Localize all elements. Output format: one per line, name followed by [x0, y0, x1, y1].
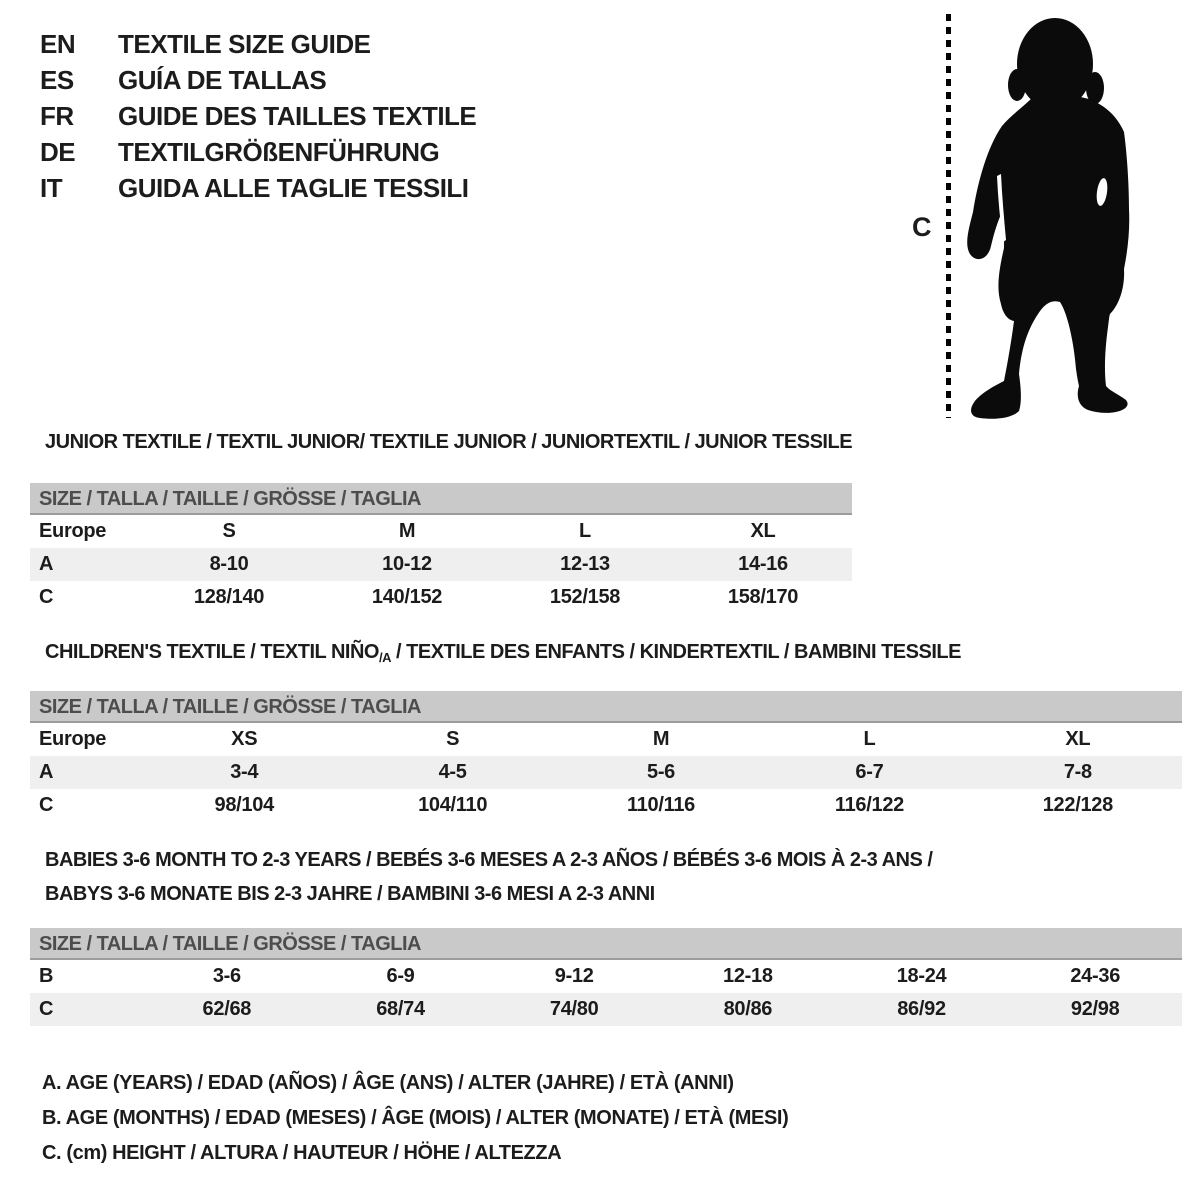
title-line: BABYS 3-6 MONATE BIS 2-3 JAHRE / BAMBINI 3-6 MESI A 2-3 ANNI [45, 883, 655, 905]
size-cell: 98/104 [214, 794, 274, 816]
row-label: C [39, 794, 54, 816]
size-cell: 3-6 [212, 965, 241, 987]
size-cell: XS [231, 728, 258, 750]
children-section-title [45, 640, 961, 670]
guide-title: GUIDE DES TAILLES TEXTILE [118, 101, 477, 131]
size-cell: 116/122 [834, 794, 904, 816]
guide-title: GUÍA DE TALLAS [118, 65, 327, 95]
language-code: FR [40, 101, 74, 131]
size-cell: 14-16 [738, 553, 788, 575]
size-cell: 18-24 [896, 965, 947, 987]
row-label: A [39, 553, 54, 575]
size-cell: 3-4 [230, 761, 259, 783]
language-code: EN [40, 29, 76, 59]
title-line: BABIES 3-6 MONTH TO 2-3 YEARS / BEBÉS 3-6 MESES A 2-3 AÑOS / BÉBÉS 3-6 MOIS À 2-3 ANS / [45, 849, 933, 871]
size-cell: 128/140 [193, 586, 265, 608]
junior-size-table [30, 483, 852, 614]
size-cell: 12-13 [560, 553, 610, 575]
row-label: B [39, 965, 54, 987]
size-cell: 4-5 [438, 761, 467, 783]
size-cell: 92/98 [1070, 998, 1120, 1020]
title-subscript: /A [378, 650, 391, 665]
toddler-silhouette-icon [958, 14, 1142, 420]
language-row [40, 26, 476, 62]
table-body [30, 960, 1182, 1026]
size-cell: M [398, 520, 416, 542]
size-cell: 104/110 [418, 794, 488, 816]
row-label: A [39, 761, 54, 783]
language-row [40, 170, 476, 206]
row-label: Europe [39, 520, 107, 542]
table-body [30, 723, 1182, 822]
legend-line-c: C. (cm) HEIGHT / ALTURA / HAUTEUR / HÖHE / ALTEZZA [42, 1142, 562, 1164]
size-cell: 158/170 [727, 586, 799, 608]
guide-title: GUIDA ALLE TAGLIE TESSILI [118, 173, 469, 203]
guide-title: TEXTILGRÖßENFÜHRUNG [118, 137, 440, 167]
size-cell: S [446, 728, 460, 750]
row-label: C [39, 586, 54, 608]
size-cell: S [222, 520, 236, 542]
size-cell: 12-18 [723, 965, 773, 987]
height-measure-line [946, 14, 951, 418]
size-cell: 7-8 [1063, 761, 1092, 783]
size-cell: 9-12 [554, 965, 594, 987]
size-cell: 110/116 [627, 794, 696, 816]
language-row [40, 62, 476, 98]
row-label: C [39, 998, 54, 1020]
size-cell: 86/92 [897, 998, 946, 1020]
language-row [40, 134, 476, 170]
guide-title: TEXTILE SIZE GUIDE [118, 29, 371, 59]
table-body [30, 515, 852, 614]
size-cell: XL [750, 520, 776, 542]
legend-line-a: A. AGE (YEARS) / EDAD (AÑOS) / ÂGE (ANS) / ALTER (JAHRE) / ETÀ (ANNI) [42, 1072, 734, 1094]
size-cell: M [652, 728, 670, 750]
table-row [30, 756, 1182, 789]
row-label: Europe [39, 728, 107, 750]
size-cell: 10-12 [382, 553, 432, 575]
size-cell: 122/128 [1042, 794, 1113, 816]
language-code: IT [40, 173, 63, 203]
table-row [30, 581, 852, 614]
children-size-table [30, 691, 1182, 822]
language-row [40, 98, 476, 134]
size-cell: 68/74 [376, 998, 425, 1020]
junior-section-title: JUNIOR TEXTILE / TEXTIL JUNIOR/ TEXTILE JUNIOR / JUNIORTEXTIL / JUNIOR TESSILE [45, 431, 853, 453]
language-code: DE [40, 137, 76, 167]
size-cell: 6-7 [855, 761, 884, 783]
table-row [30, 993, 1182, 1026]
title-text: CHILDREN'S TEXTILE / TEXTIL NIÑO [45, 641, 379, 663]
size-cell: XL [1065, 728, 1091, 750]
legend [42, 1066, 788, 1171]
size-cell: 62/68 [202, 998, 252, 1020]
size-cell: L [579, 520, 591, 542]
legend-line-b: B. AGE (MONTHS) / EDAD (MESES) / ÂGE (MOIS) / ALTER (MONATE) / ETÀ (MESI) [42, 1107, 789, 1129]
table-row [30, 723, 1182, 756]
size-cell: L [863, 728, 876, 750]
size-cell: 140/152 [371, 586, 443, 608]
height-measure-label: C [912, 212, 932, 242]
table-row [30, 515, 852, 548]
size-cell: 6-9 [386, 965, 415, 987]
size-cell: 24-36 [1070, 965, 1121, 987]
size-cell: 74/80 [549, 998, 599, 1020]
title-text: / TEXTILE DES ENFANTS / KINDERTEXTIL / BAMBINI TESSILE [390, 641, 961, 663]
size-header-bar: SIZE / TALLA / TAILLE / GRÖSSE / TAGLIA [30, 928, 1182, 960]
size-cell: 80/86 [723, 998, 773, 1020]
babies-section-title [45, 843, 932, 911]
size-header-bar: SIZE / TALLA / TAILLE / GRÖSSE / TAGLIA [30, 483, 852, 515]
size-cell: 5-6 [647, 761, 676, 783]
table-row [30, 548, 852, 581]
language-code: ES [40, 65, 74, 95]
babies-size-table [30, 928, 1182, 1026]
language-title-list [40, 26, 476, 206]
size-cell: 8-10 [209, 553, 249, 575]
size-cell: 152/158 [549, 586, 621, 608]
size-header-bar: SIZE / TALLA / TAILLE / GRÖSSE / TAGLIA [30, 691, 1182, 723]
table-row [30, 960, 1182, 993]
table-row [30, 789, 1182, 822]
